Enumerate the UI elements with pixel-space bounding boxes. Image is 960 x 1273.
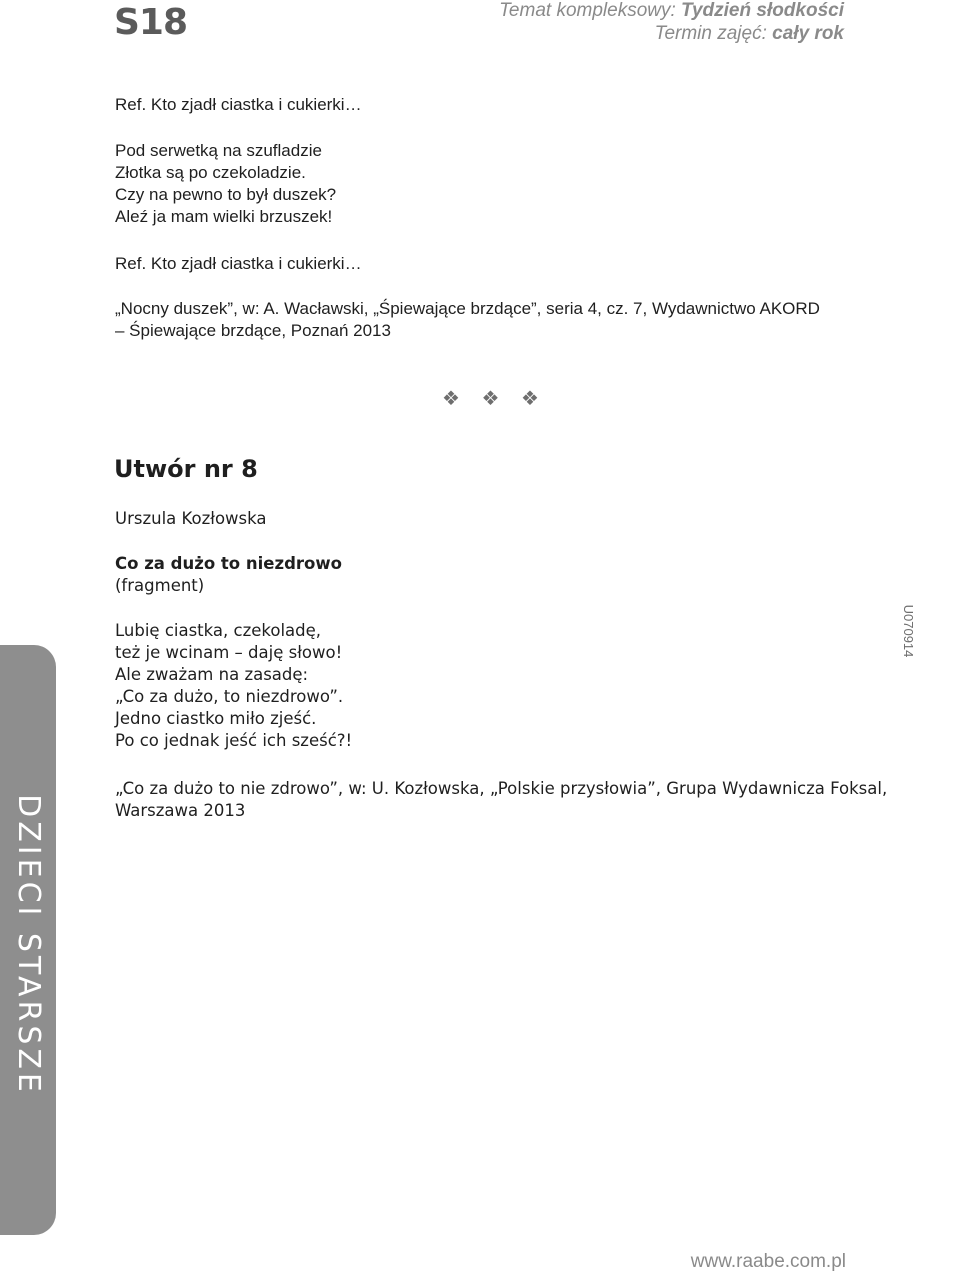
- ornament-divider: ❖ ❖ ❖: [442, 388, 547, 410]
- poem-line: Lubię ciastka, czekoladę,: [115, 621, 322, 640]
- poem-line: Po co jednak jeść ich sześć?!: [115, 731, 353, 750]
- verse-line: Pod serwetką na szufladzie: [115, 141, 322, 160]
- poem-line: też je wcinam – daję słowo!: [115, 643, 343, 662]
- source-citation: – Śpiewające brzdące, Poznań 2013: [115, 321, 391, 340]
- topic-label: Temat kompleksowy:: [499, 0, 676, 21]
- fragment-note: (fragment): [115, 576, 205, 595]
- poem-title: Co za dużo to niezdrowo: [115, 554, 342, 573]
- term-line: [655, 23, 844, 45]
- refrain-line: Ref. Kto zjadł ciastka i cukierki…: [115, 95, 362, 114]
- section-title: Utwór nr 8: [114, 455, 258, 483]
- source-citation: Warszawa 2013: [115, 801, 246, 820]
- verse-line: Złotka są po czekoladzie.: [115, 163, 306, 182]
- product-code: U070914: [901, 604, 916, 658]
- poem-line: „Co za dużo, to niezdrowo”.: [115, 687, 344, 706]
- source-citation: „Co za dużo to nie zdrowo”, w: U. Kozłowska, „Polskie przysłowia”, Grupa Wydawnicza Foksal,: [115, 779, 888, 798]
- verse-line: Czy na pewno to był duszek?: [115, 185, 337, 204]
- poem-line: Jedno ciastko miło zjeść.: [115, 709, 317, 728]
- side-tab-label: DZIECI STARSZE: [11, 794, 46, 1096]
- source-citation: „Nocny duszek”, w: A. Wacławski, „Śpiewające brzdące”, seria 4, cz. 7, Wydawnictwo AKORD: [115, 299, 820, 318]
- refrain-line: Ref. Kto zjadł ciastka i cukierki…: [115, 254, 362, 273]
- poem-author: Urszula Kozłowska: [115, 509, 267, 528]
- term-value: cały rok: [772, 23, 844, 44]
- topic-line: [499, 0, 844, 22]
- topic-value: Tydzień słodkości: [681, 0, 844, 21]
- term-label: Termin zajęć:: [654, 23, 767, 44]
- page-number: S18: [114, 2, 188, 43]
- poem-line: Ale zważam na zasadę:: [115, 665, 309, 684]
- footer-url: www.raabe.com.pl: [690, 1251, 846, 1272]
- verse-line: Aleź ja mam wielki brzuszek!: [115, 207, 333, 226]
